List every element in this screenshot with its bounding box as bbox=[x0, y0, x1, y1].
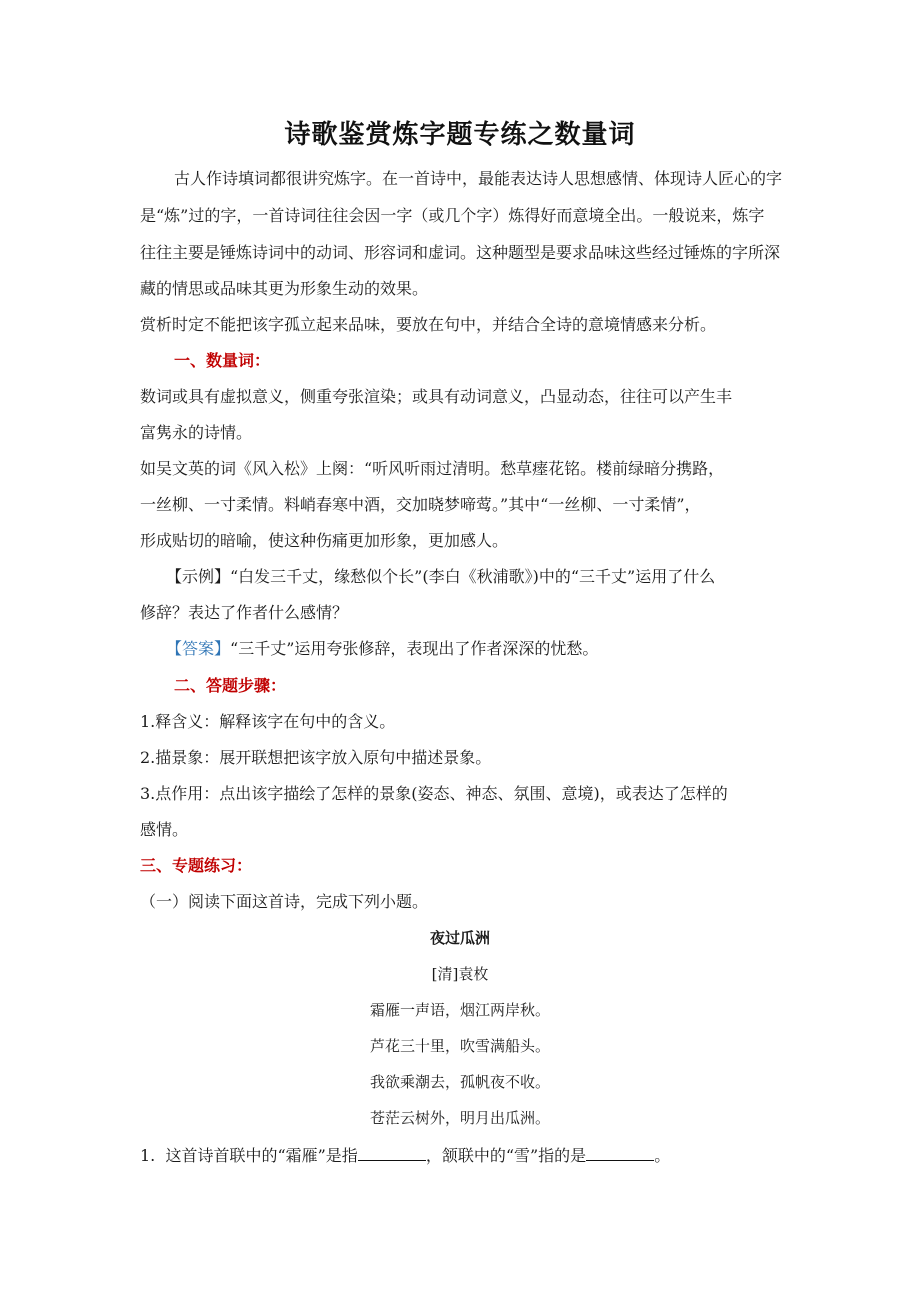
step-line: 1.释含义：解释该字在句中的含义。 bbox=[140, 712, 396, 731]
section-heading-steps: 二、答题步骤： bbox=[174, 676, 287, 695]
sample-line: 【示例】“白发三千丈，缘愁似个长”(李白《秋浦歌》)中的“三千丈”运用了什么 bbox=[166, 567, 716, 586]
step-line: 感情。 bbox=[140, 820, 189, 839]
sample-line: 修辞？表达了作者什么感情？ bbox=[140, 603, 349, 622]
poem-title: 夜过瓜洲 bbox=[429, 929, 490, 947]
intro-line: 往往主要是锤炼诗词中的动词、形容词和虚词。这种题型是要求品味这些经过锤炼的字所深 bbox=[140, 243, 781, 262]
poem-line: 我欲乘潮去，孤帆夜不收。 bbox=[369, 1073, 550, 1091]
example-line: 如吴文英的词《风入松》上阕：“听风听雨过清明。愁草瘗花铭。楼前绿暗分携路， bbox=[140, 459, 725, 478]
poem-line: 芦花三十里，吹雪满船头。 bbox=[369, 1037, 550, 1055]
section-heading-numerals: 一、数量词： bbox=[174, 351, 271, 370]
poem-line: 霜雁一声语，烟江两岸秋。 bbox=[369, 1001, 550, 1019]
intro-line: 是“炼”过的字，一首诗词往往会因一字（或几个字）炼得好而意境全出。一般说来，炼字 bbox=[140, 206, 765, 225]
poem-line: 苍茫云树外，明月出瓜洲。 bbox=[369, 1109, 550, 1127]
intro-line: 藏的情思或品味其更为形象生动的效果。 bbox=[140, 279, 429, 298]
example-line: 形成贴切的暗喻，使这种伤痛更加形象，更加感人。 bbox=[140, 531, 509, 550]
answer-line bbox=[166, 638, 598, 660]
section1-desc-line: 数词或具有虚拟意义，侧重夸张渲染；或具有动词意义，凸显动态，往往可以产生丰 bbox=[140, 387, 733, 406]
example-line: 一丝柳、一寸柔情。料峭春寒中酒，交加晓梦啼莺。”其中“一丝柳、一寸柔情”， bbox=[140, 495, 701, 514]
page-title: 诗歌鉴赏炼字题专练之数量词 bbox=[284, 120, 636, 150]
step-line: 3.点作用：点出该字描绘了怎样的景象(姿态、神态、氛围、意境)，或表达了怎样的 bbox=[140, 784, 728, 803]
practice-prompt: （一）阅读下面这首诗，完成下列小题。 bbox=[140, 892, 429, 911]
question-line bbox=[140, 1144, 670, 1167]
answer-text: “三千丈”运用夸张修辞，表现出了作者深深的忧愁。 bbox=[230, 639, 599, 658]
question-text-part2: ，颔联中的“雪”指的是 bbox=[425, 1146, 587, 1165]
question-text-part3: 。 bbox=[654, 1146, 671, 1165]
intro-line: 古人作诗填词都很讲究炼字。在一首诗中，最能表达诗人思想感情、体现诗人匠心的字 bbox=[174, 169, 783, 188]
answer-blank-2[interactable] bbox=[586, 1144, 654, 1161]
intro-line: 赏析时定不能把该字孤立起来品味，要放在句中，并结合全诗的意境情感来分析。 bbox=[140, 315, 717, 334]
section1-desc-line: 富隽永的诗情。 bbox=[140, 423, 253, 442]
question-text-part1: 这首诗首联中的“霜雁”是指 bbox=[165, 1146, 358, 1165]
step-line: 2.描景象：展开联想把该字放入原句中描述景象。 bbox=[140, 748, 492, 767]
answer-blank-1[interactable] bbox=[358, 1144, 426, 1161]
answer-label: 【答案】 bbox=[166, 639, 231, 658]
section-heading-practice: 三、专题练习： bbox=[140, 856, 253, 875]
question-number: 1. bbox=[140, 1146, 156, 1165]
poem-author: [清]袁枚 bbox=[431, 965, 489, 983]
